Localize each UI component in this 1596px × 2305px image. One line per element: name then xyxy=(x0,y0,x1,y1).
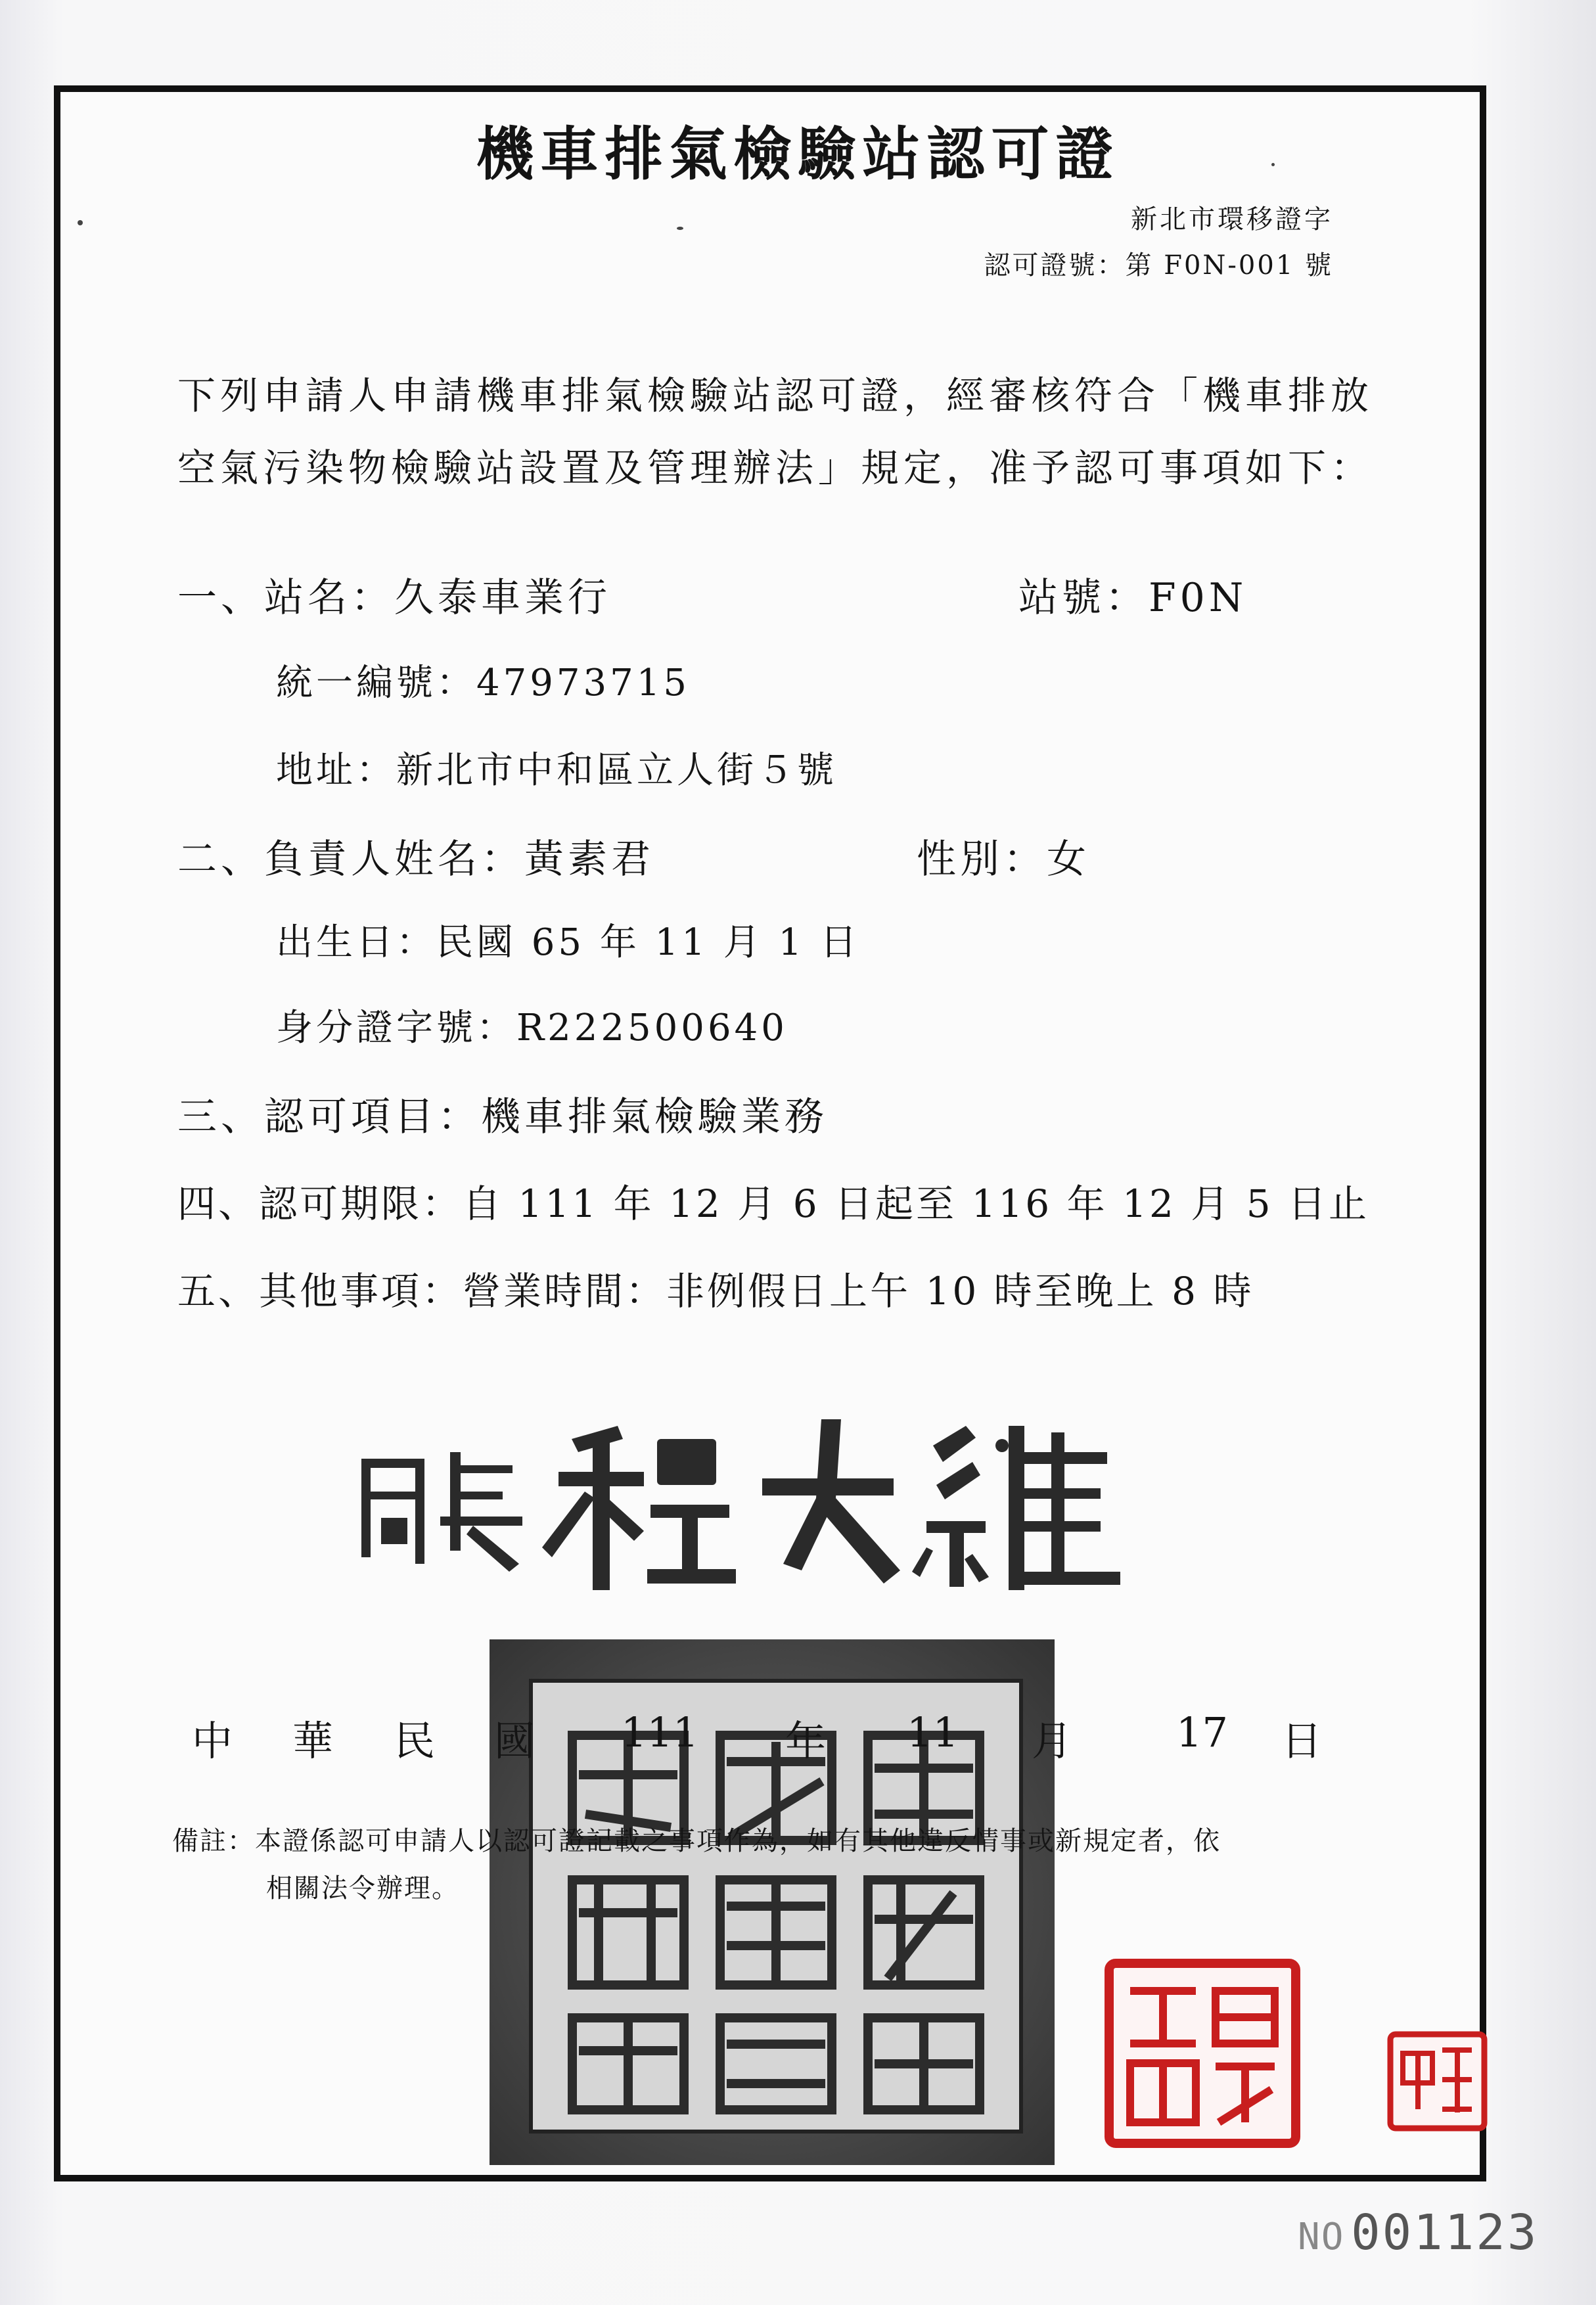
certificate-title: 機車排氣檢驗站認可證 xyxy=(476,120,1120,188)
station-name: 一、站名：久泰車業行 xyxy=(177,575,611,621)
date-char-4: 國 xyxy=(494,1717,536,1765)
owner-birth-date: 出生日：民國 65 年 11 月 1 日 xyxy=(276,921,860,964)
date-char-1: 中 xyxy=(192,1717,233,1765)
director-signature xyxy=(342,1400,1130,1597)
issuing-reference: 新北市環移證字 xyxy=(1131,204,1333,235)
owner-id-number: 身分證字號：R222500640 xyxy=(276,1007,788,1049)
serial-digits: 001123 xyxy=(1351,2204,1539,2261)
issue-day: 17 xyxy=(1176,1708,1228,1756)
serial-prefix: NO xyxy=(1298,2216,1345,2258)
intro-line-2: 空氣污染物檢驗站設置及管理辦法」規定，准予認可事項如下： xyxy=(177,445,1374,490)
director-red-seal xyxy=(1104,1958,1301,2149)
issue-month: 11 xyxy=(907,1708,959,1756)
serial-number xyxy=(1298,2204,1538,2261)
owner-name: 二、負責人姓名：黃素君 xyxy=(177,836,654,882)
date-char-3: 民 xyxy=(394,1717,436,1765)
approval-validity: 四、認可期限：自 111 年 12 月 6 日起至 116 年 12 月 5 日止 xyxy=(177,1181,1370,1226)
small-red-seal xyxy=(1386,2030,1488,2132)
year-unit: 年 xyxy=(785,1717,827,1765)
speck xyxy=(677,227,683,230)
remark-line-1: 備註：本證係認可申請人以認可證記載之事項作為，如有其他違反情事或新規定者，依 xyxy=(172,1826,1221,1856)
speck xyxy=(78,220,83,225)
station-number: 站號：F0N xyxy=(1018,575,1248,621)
date-char-2: 華 xyxy=(292,1717,334,1765)
issue-year: 111 xyxy=(621,1708,699,1756)
license-number: 認可證號：第 F0N-001 號 xyxy=(984,250,1333,281)
other-matters: 五、其他事項：營業時間：非例假日上午 10 時至晚上 8 時 xyxy=(177,1269,1254,1313)
remark-line-2: 相關法令辦理。 xyxy=(266,1873,459,1904)
owner-gender: 性別：女 xyxy=(917,836,1090,882)
government-seal xyxy=(490,1639,1055,2165)
unified-number: 統一編號：47973715 xyxy=(276,662,691,704)
month-unit: 月 xyxy=(1032,1717,1073,1765)
intro-line-1: 下列申請人申請機車排氣檢驗站認可證，經審核符合「機車排放 xyxy=(177,373,1374,418)
station-address: 地址：新北市中和區立人街５號 xyxy=(276,749,837,792)
day-unit: 日 xyxy=(1281,1717,1323,1765)
approval-item: 三、認可項目：機車排氣檢驗業務 xyxy=(177,1094,828,1140)
